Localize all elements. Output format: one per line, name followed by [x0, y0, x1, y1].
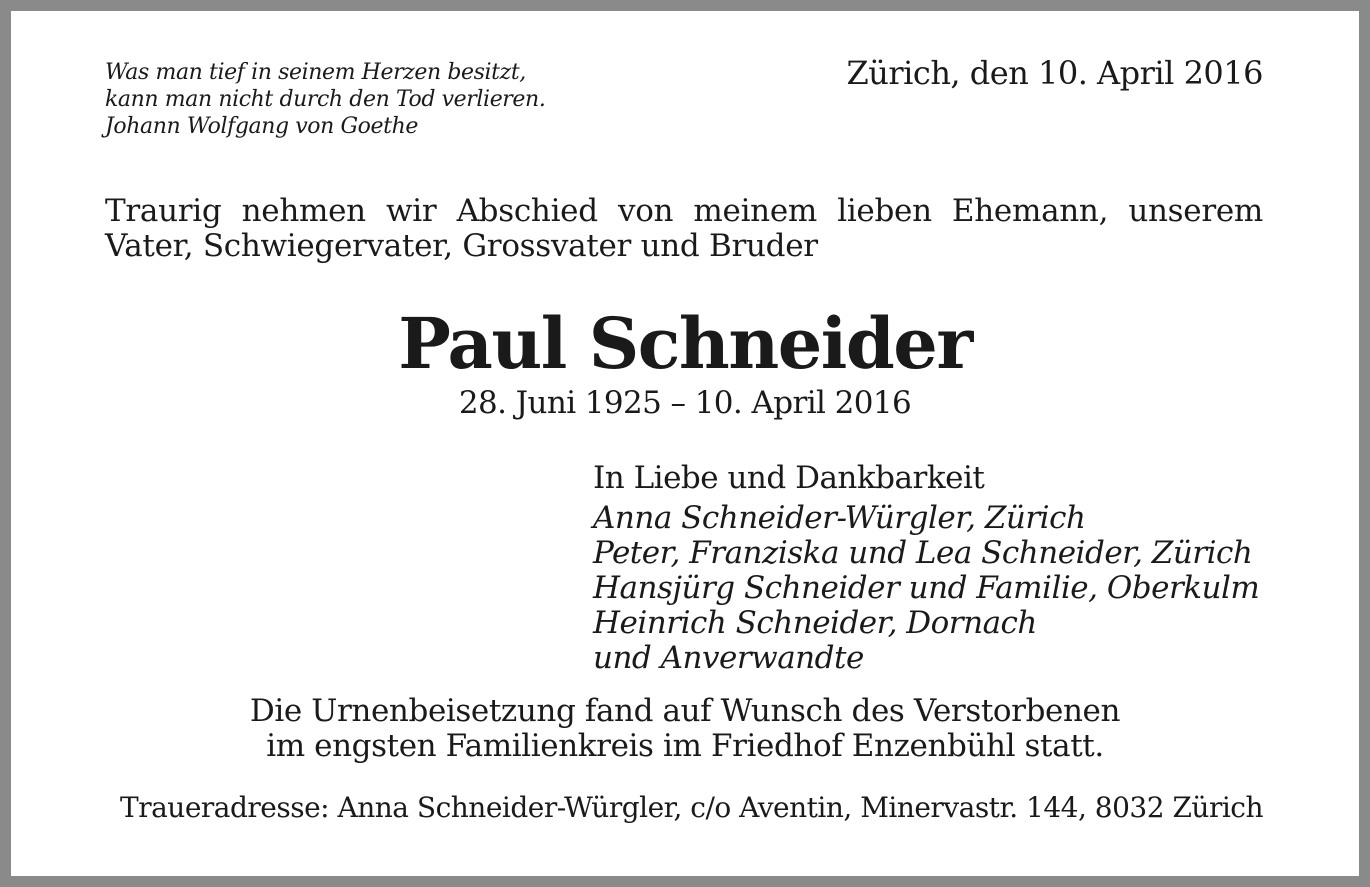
intro-line: Vater, Schwiegervater, Grossvater und Bruder — [105, 228, 818, 264]
mourning-address: Traueradresse: Anna Schneider-Würgler, c/o Aventin, Minervastr. 144, 8032 Zürich — [120, 791, 1263, 824]
mourner-name: und Anverwandte — [593, 640, 864, 676]
life-dates: 28. Juni 1925 – 10. April 2016 — [458, 385, 912, 421]
place-and-date: Zürich, den 10. April 2016 — [846, 54, 1263, 92]
mourner-name: Peter, Franziska und Lea Schneider, Zürich — [593, 535, 1253, 571]
mourner-name: Heinrich Schneider, Dornach — [593, 605, 1037, 641]
burial-notice — [11, 694, 1359, 764]
mourners-block — [593, 455, 1259, 676]
mourner-name: Hansjürg Schneider und Familie, Oberkulm — [593, 570, 1260, 606]
farewell-intro — [105, 194, 1263, 264]
intro-line: Traurig nehmen wir Abschied von meinem lieben Ehemann, unserem — [105, 193, 1263, 229]
quote-line: Was man tief in seinem Herzen besitzt, — [105, 60, 526, 85]
burial-line: im engsten Familienkreis im Friedhof Enzenbühl statt. — [266, 728, 1104, 764]
deceased-name: Paul Schneider — [398, 302, 972, 385]
burial-line: Die Urnenbeisetzung fand auf Wunsch des Verstorbenen — [249, 693, 1121, 729]
goethe-quote — [105, 59, 545, 140]
mourner-name: Anna Schneider-Würgler, Zürich — [593, 500, 1086, 536]
quote-line: kann man nicht durch den Tod verlieren. — [105, 87, 546, 112]
quote-author: Johann Wolfgang von Goethe — [105, 114, 418, 139]
mourners-heading: In Liebe und Dankbarkeit — [593, 460, 985, 496]
obituary-notice — [11, 11, 1359, 876]
